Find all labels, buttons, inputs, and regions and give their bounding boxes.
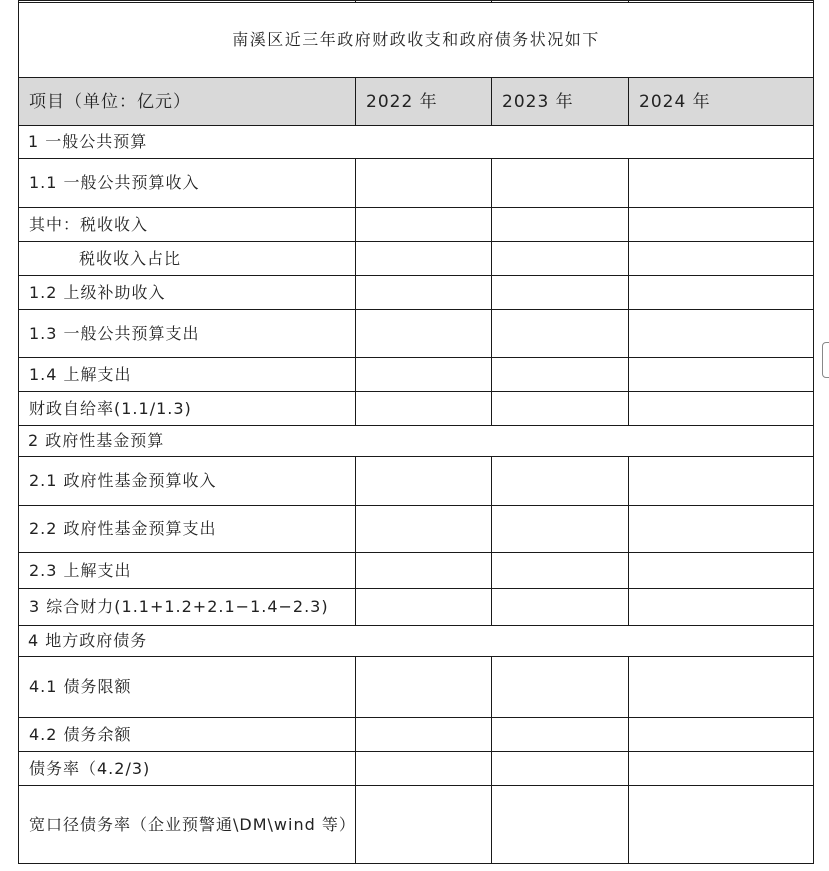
value-cell-2022 (356, 276, 492, 310)
table-row (19, 208, 814, 242)
value-cell-2022 (356, 159, 492, 208)
table-row (19, 786, 814, 864)
section-row (19, 626, 814, 657)
row-label: 4.2 债务余额 (19, 718, 356, 752)
table-row (19, 657, 814, 718)
row-label: 1.3 一般公共预算支出 (19, 310, 356, 358)
value-cell-2023 (492, 657, 629, 718)
side-scroll-tab[interactable] (822, 342, 829, 378)
value-cell-2023 (492, 752, 629, 786)
section-label: 2 政府性基金预算 (19, 426, 814, 457)
section-row (19, 426, 814, 457)
row-label: 4.1 债务限额 (19, 657, 356, 718)
value-cell-2023 (492, 786, 629, 864)
value-cell-2022 (356, 358, 492, 392)
value-cell-2024 (629, 457, 814, 506)
row-label: 其中：税收收入 (19, 208, 356, 242)
value-cell-2023 (492, 159, 629, 208)
table-title: 南溪区近三年政府财政收支和政府债务状况如下 (19, 3, 814, 78)
header-year-2023: 2023 年 (492, 78, 629, 126)
value-cell-2023 (492, 310, 629, 358)
value-cell-2023 (492, 457, 629, 506)
section-row (19, 126, 814, 159)
section-label: 4 地方政府债务 (19, 626, 814, 657)
value-cell-2023 (492, 276, 629, 310)
value-cell-2024 (629, 159, 814, 208)
finance-table-container (18, 0, 813, 864)
row-label: 宽口径债务率（企业预警通\DM\wind 等） (19, 786, 356, 864)
row-label: 债务率（4.2/3) (19, 752, 356, 786)
header-item-column: 项目（单位：亿元） (19, 78, 356, 126)
value-cell-2023 (492, 718, 629, 752)
value-cell-2022 (356, 242, 492, 276)
table-row (19, 310, 814, 358)
value-cell-2022 (356, 657, 492, 718)
value-cell-2022 (356, 457, 492, 506)
value-cell-2024 (629, 657, 814, 718)
value-cell-2022 (356, 506, 492, 553)
value-cell-2024 (629, 242, 814, 276)
row-label: 1.2 上级补助收入 (19, 276, 356, 310)
value-cell-2022 (356, 553, 492, 589)
value-cell-2023 (492, 358, 629, 392)
row-label: 3 综合财力(1.1+1.2+2.1−1.4−2.3) (19, 589, 356, 626)
value-cell-2024 (629, 392, 814, 426)
header-year-2022: 2022 年 (356, 78, 492, 126)
table-row (19, 553, 814, 589)
row-label: 税收收入占比 (19, 242, 356, 276)
table-row (19, 752, 814, 786)
row-label: 2.1 政府性基金预算收入 (19, 457, 356, 506)
value-cell-2024 (629, 310, 814, 358)
value-cell-2022 (356, 718, 492, 752)
title-row (19, 3, 814, 78)
value-cell-2024 (629, 553, 814, 589)
header-year-2024: 2024 年 (629, 78, 814, 126)
table-row (19, 589, 814, 626)
value-cell-2024 (629, 786, 814, 864)
value-cell-2022 (356, 786, 492, 864)
table-row (19, 276, 814, 310)
value-cell-2024 (629, 506, 814, 553)
value-cell-2023 (492, 506, 629, 553)
table-row (19, 358, 814, 392)
value-cell-2024 (629, 208, 814, 242)
row-label: 2.3 上解支出 (19, 553, 356, 589)
finance-table (18, 0, 814, 864)
value-cell-2022 (356, 392, 492, 426)
header-row (19, 78, 814, 126)
value-cell-2023 (492, 208, 629, 242)
row-label: 1.4 上解支出 (19, 358, 356, 392)
value-cell-2023 (492, 553, 629, 589)
value-cell-2022 (356, 208, 492, 242)
value-cell-2023 (492, 242, 629, 276)
value-cell-2022 (356, 589, 492, 626)
row-label: 2.2 政府性基金预算支出 (19, 506, 356, 553)
value-cell-2022 (356, 310, 492, 358)
table-row (19, 159, 814, 208)
section-label: 1 一般公共预算 (19, 126, 814, 159)
table-row (19, 392, 814, 426)
value-cell-2023 (492, 392, 629, 426)
table-row (19, 457, 814, 506)
value-cell-2022 (356, 752, 492, 786)
row-label: 1.1 一般公共预算收入 (19, 159, 356, 208)
table-row (19, 506, 814, 553)
table-row (19, 718, 814, 752)
row-label: 财政自给率(1.1/1.3) (19, 392, 356, 426)
value-cell-2024 (629, 752, 814, 786)
value-cell-2024 (629, 718, 814, 752)
value-cell-2023 (492, 589, 629, 626)
value-cell-2024 (629, 276, 814, 310)
value-cell-2024 (629, 589, 814, 626)
value-cell-2024 (629, 358, 814, 392)
table-row (19, 242, 814, 276)
